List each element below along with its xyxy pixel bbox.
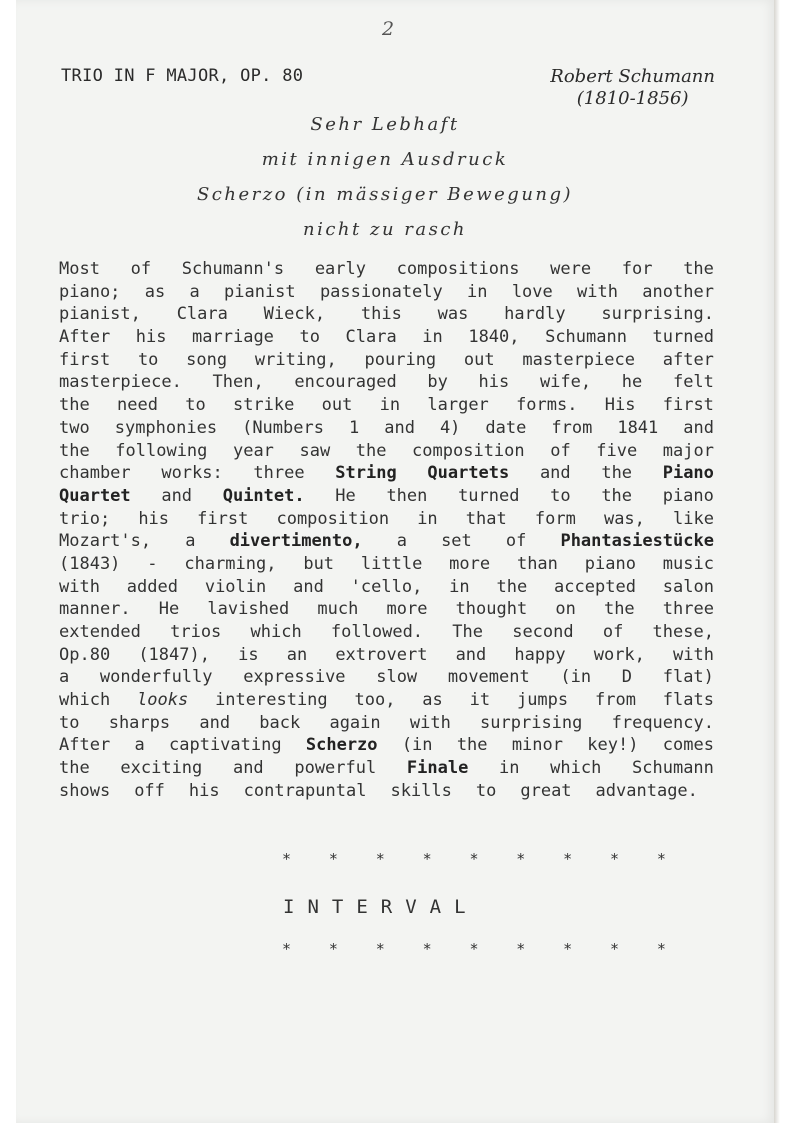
word: Schumann's <box>181 259 285 279</box>
word: accepted <box>554 576 636 597</box>
word: more <box>386 599 428 620</box>
word: wonderfully <box>99 667 213 688</box>
word: in <box>499 758 520 779</box>
word: little <box>360 553 423 574</box>
word: was <box>437 304 469 325</box>
word: felt <box>672 372 714 393</box>
program-note <box>59 258 714 803</box>
text-line <box>59 621 714 644</box>
word: sharps <box>108 712 171 733</box>
word: Mozart's, <box>59 531 152 552</box>
word: composition <box>276 508 390 529</box>
text-line <box>59 780 714 803</box>
word: the <box>683 259 714 279</box>
word: charming, <box>184 553 277 574</box>
word: second <box>512 622 574 642</box>
word: Clara <box>176 304 228 325</box>
word: (Numbers <box>242 417 324 438</box>
word: it <box>469 690 491 711</box>
word: to <box>299 327 320 348</box>
word: extrovert <box>335 644 428 665</box>
word: another <box>642 281 714 302</box>
word: wife, <box>539 372 592 393</box>
word: marriage <box>192 327 274 348</box>
word: and <box>455 644 487 665</box>
word: powerful <box>294 758 377 779</box>
word: the <box>496 576 528 597</box>
word: first <box>197 508 249 529</box>
word: a <box>189 281 200 302</box>
text-line <box>59 689 714 712</box>
text-line <box>59 349 714 372</box>
word: hardly <box>504 304 566 325</box>
word: jumps <box>516 690 569 711</box>
word: Clara <box>345 327 397 348</box>
word: back <box>259 712 301 733</box>
word: and <box>199 712 231 733</box>
word: movement <box>447 667 530 688</box>
word: Quintet. <box>222 485 305 506</box>
word: his <box>478 372 510 393</box>
word: a <box>134 735 145 756</box>
word: then <box>386 485 428 506</box>
word: out <box>321 395 353 416</box>
word: were <box>550 259 592 279</box>
word: more <box>449 553 491 574</box>
word: this <box>360 304 402 325</box>
word: in <box>379 395 401 416</box>
word: his <box>135 327 167 348</box>
word: and <box>161 485 193 506</box>
word: music <box>662 553 714 574</box>
word: pianist <box>224 281 296 302</box>
movement-3: Scherzo (in mässiger Bewegung) <box>196 184 574 205</box>
word: the <box>355 440 387 461</box>
word: and <box>232 758 264 779</box>
word: set <box>441 531 472 552</box>
page-edge <box>774 0 780 1123</box>
text-line <box>59 303 714 326</box>
word: shows <box>59 780 111 801</box>
word: Piano <box>662 463 714 484</box>
word: After <box>59 327 111 348</box>
word: flat) <box>662 667 714 688</box>
word: five <box>596 440 638 461</box>
word: 1841 <box>617 417 659 438</box>
word: larger <box>427 395 489 416</box>
word: with <box>673 644 714 665</box>
word: expressive <box>243 667 346 688</box>
word: composition <box>412 440 525 461</box>
word: Wieck, <box>263 304 326 325</box>
divider-stars-top: * * * * * * * * * <box>282 850 681 868</box>
word: from <box>551 417 593 438</box>
word: love <box>511 281 553 302</box>
word: symphonies <box>114 417 218 438</box>
word: need <box>116 395 158 416</box>
piece-title: TRIO IN F MAJOR, OP. 80 <box>61 66 304 86</box>
word: He <box>335 485 356 506</box>
word: the <box>601 485 633 506</box>
word: (1843) <box>59 553 121 574</box>
word: and <box>293 576 324 597</box>
word: which <box>550 758 602 779</box>
word: and <box>539 463 571 484</box>
text-line <box>59 712 714 735</box>
word: of <box>550 440 571 461</box>
word: in <box>422 327 443 348</box>
word: with <box>577 281 618 302</box>
word: comes <box>662 735 714 756</box>
word: (in <box>401 735 433 756</box>
word: flats <box>662 690 714 711</box>
word: but <box>303 553 335 574</box>
word: turned <box>652 327 714 348</box>
word: Scherzo <box>305 735 378 756</box>
word: Then, <box>212 372 264 393</box>
word: pouring <box>364 349 437 370</box>
word: on <box>555 599 576 620</box>
page-number: 2 <box>381 18 395 40</box>
word: trios <box>170 622 222 642</box>
word: which <box>250 622 302 642</box>
word: he <box>621 372 643 393</box>
word: Phantasiestücke <box>560 531 714 552</box>
word: interesting <box>215 690 328 711</box>
word: following <box>115 440 208 461</box>
word: like <box>673 508 714 529</box>
word: encouraged <box>294 372 397 393</box>
word: saw <box>299 440 331 461</box>
word: 1840, <box>468 327 520 348</box>
word: was, <box>603 508 645 529</box>
text-line <box>59 666 714 689</box>
text-line <box>59 508 714 531</box>
word: again <box>329 712 381 733</box>
word: 'cello, <box>350 576 423 597</box>
word: slow <box>376 667 418 688</box>
word: work, <box>593 644 645 665</box>
word: strike <box>232 395 295 416</box>
word: that <box>465 508 507 529</box>
word: piano <box>662 485 714 506</box>
composer-dates: (1810-1856) <box>576 88 689 109</box>
word: the <box>59 395 90 416</box>
word: and <box>384 417 415 438</box>
word: D <box>621 667 633 688</box>
word: the <box>59 758 90 779</box>
word: from <box>594 690 636 711</box>
word: lavished <box>207 599 290 620</box>
text-line <box>59 281 714 304</box>
word: forms. <box>516 395 578 416</box>
word: contrapuntal <box>243 780 367 801</box>
word: first <box>59 349 111 370</box>
word: his <box>138 508 170 529</box>
word: piano <box>584 553 636 574</box>
word: exciting <box>120 758 203 779</box>
word: to <box>59 712 80 733</box>
word: to <box>137 349 159 370</box>
word: Quartets <box>427 463 510 484</box>
word: divertimento, <box>229 531 363 552</box>
word: much <box>317 599 359 620</box>
word: key!) <box>587 735 639 756</box>
word: looks <box>137 690 189 711</box>
word: (in <box>560 667 592 688</box>
word: frequency. <box>611 712 714 733</box>
word: salon <box>662 576 714 597</box>
text-line <box>59 530 714 553</box>
word: a <box>396 531 407 552</box>
word: of <box>130 259 152 279</box>
word: with <box>409 712 451 733</box>
word: the <box>603 599 635 620</box>
word: in <box>449 576 470 597</box>
word: The <box>452 622 483 642</box>
word: in <box>467 281 488 302</box>
word: of <box>505 531 527 552</box>
word: two <box>59 417 90 438</box>
word: piano; <box>59 281 121 302</box>
word: surprising. <box>601 304 714 325</box>
word: form <box>534 508 576 529</box>
word: minor <box>511 735 563 756</box>
word: major <box>662 440 714 461</box>
word: happy <box>514 644 566 665</box>
word: a <box>185 531 196 552</box>
word: After <box>59 735 111 756</box>
word: - <box>147 553 158 574</box>
word: pianist, <box>59 304 141 325</box>
word: surprising <box>480 712 583 733</box>
word: extended <box>59 622 141 642</box>
word: as <box>144 281 166 302</box>
text-line <box>59 326 714 349</box>
word: masterpiece. <box>59 372 182 393</box>
movement-list <box>140 110 630 250</box>
word: He <box>158 599 180 620</box>
word: turned <box>458 485 520 506</box>
word: early <box>314 259 366 279</box>
word: song <box>186 349 228 370</box>
word: date <box>485 417 527 438</box>
word: his <box>188 780 220 801</box>
text-line <box>59 553 714 576</box>
word: these, <box>652 622 714 642</box>
movement-1: Sehr Lebhaft <box>310 114 460 135</box>
word: chamber <box>59 463 131 484</box>
text-line <box>59 576 714 599</box>
text-line <box>59 394 714 417</box>
word: off <box>134 780 165 801</box>
text-line <box>59 440 714 463</box>
word: 1 <box>348 417 360 438</box>
word: an <box>286 644 308 665</box>
word: String <box>335 463 397 484</box>
word: first <box>662 395 714 416</box>
word: three <box>253 463 305 484</box>
word: of <box>602 622 624 642</box>
word: a <box>59 667 70 688</box>
text-line <box>59 485 714 508</box>
word: too, <box>354 690 396 711</box>
word: trio; <box>59 508 111 529</box>
word: passionately <box>319 281 443 302</box>
text-line <box>59 258 714 281</box>
movement-4: nicht zu rasch <box>302 219 468 240</box>
word: Op.80 <box>59 644 111 665</box>
word: followed. <box>330 622 424 642</box>
word: with <box>59 576 100 597</box>
word: great <box>520 780 572 801</box>
composer-block <box>550 66 715 110</box>
word: the <box>456 735 488 756</box>
word: as <box>422 690 443 711</box>
word: the <box>59 440 90 461</box>
word: 4) <box>439 417 461 438</box>
movement-2: mit innigen Ausdruck <box>261 149 509 170</box>
text-line <box>59 371 714 394</box>
word: Finale <box>406 758 469 779</box>
word: to <box>550 485 571 506</box>
text-line <box>59 462 714 485</box>
word: violin <box>204 576 267 597</box>
word: manner. <box>59 599 131 620</box>
word: the <box>601 463 633 484</box>
word: is <box>238 644 259 665</box>
text-line <box>59 598 714 621</box>
word: masterpiece <box>522 349 635 370</box>
word: works: <box>161 463 223 484</box>
word: than <box>516 553 558 574</box>
word: writing, <box>254 349 337 370</box>
word: added <box>126 576 178 597</box>
word: for <box>621 259 653 279</box>
word: Schumann <box>545 327 627 348</box>
word: three <box>662 599 714 620</box>
word: compositions <box>396 259 520 279</box>
divider-stars-bottom: * * * * * * * * * <box>282 940 681 958</box>
word: Schumann <box>632 758 714 779</box>
word: and <box>683 417 714 438</box>
interval-heading: INTERVAL <box>283 896 479 918</box>
word: after <box>662 349 714 370</box>
word: to <box>475 780 497 801</box>
word: out <box>463 349 495 370</box>
text-line <box>59 417 714 440</box>
word: by <box>427 372 448 393</box>
word: year <box>232 440 274 461</box>
text-line <box>59 644 714 667</box>
word: Most <box>59 259 100 279</box>
word: which <box>59 690 111 711</box>
word: thought <box>455 599 528 620</box>
composer-name: Robert Schumann <box>550 66 715 87</box>
word: captivating <box>169 735 282 756</box>
text-line <box>59 757 714 780</box>
text-line <box>59 734 714 757</box>
word: advantage. <box>595 780 698 801</box>
word: (1847), <box>138 644 210 665</box>
word: His <box>604 395 636 416</box>
word: skills <box>390 780 452 801</box>
word: Quartet <box>59 485 131 506</box>
word: to <box>185 395 206 416</box>
word: in <box>417 508 438 529</box>
